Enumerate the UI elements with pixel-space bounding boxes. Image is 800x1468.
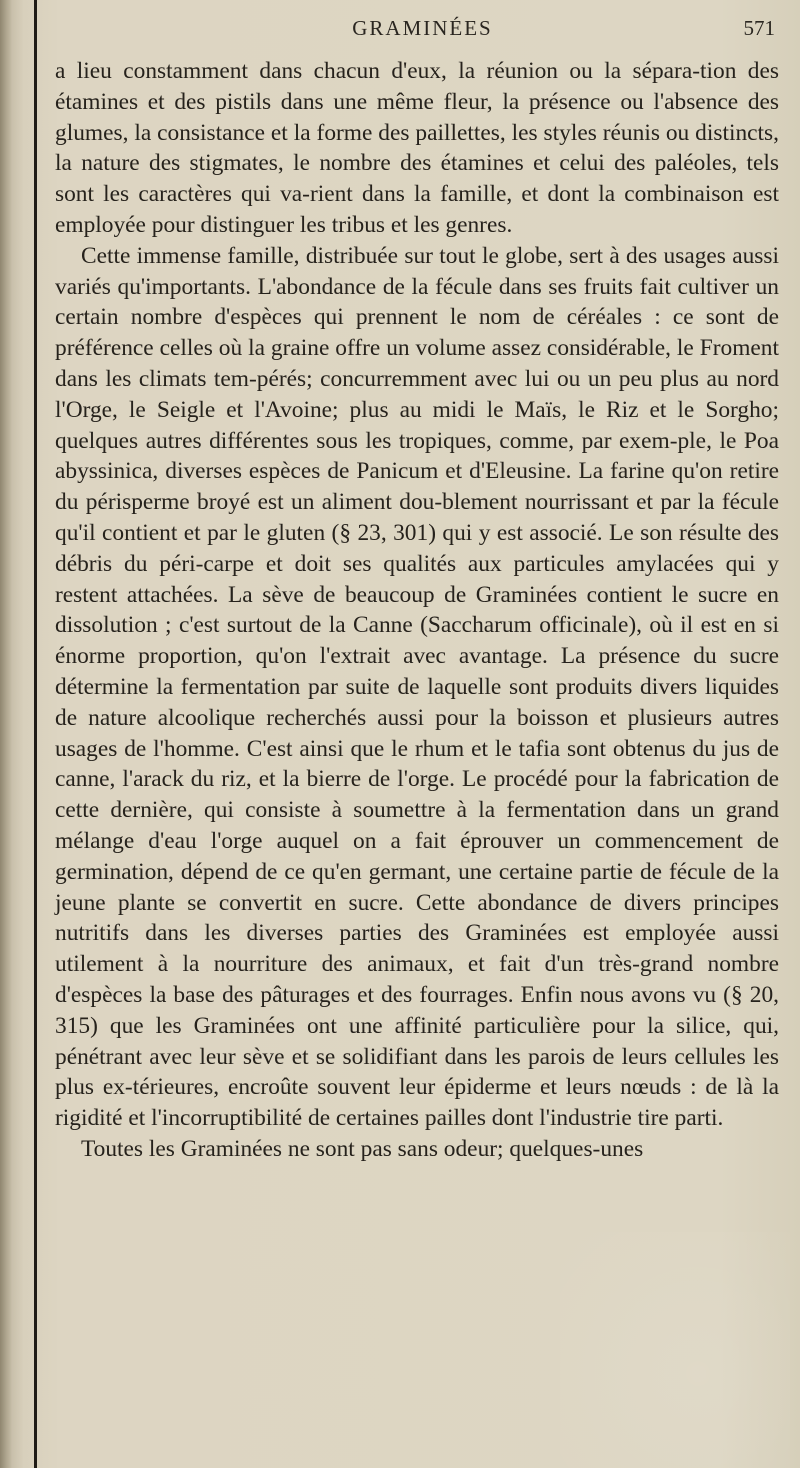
binding-edge-line — [34, 0, 37, 1468]
paragraph: Cette immense famille, distribuée sur tout le globe, sert à des usages aussi variés qu'importants. L'abondance de la fécule dans ses fruits fait cultiver un certain nombre d'espèces qui prennent le nom de céréales : ce sont de préférence celles où la graine offre un volume assez considérable, le Froment dans les climats tem-pérés; concurremment avec lui ou un peu plus au nord l'Orge, le Seigle et l'Avoine; plus au midi le Maïs, le Riz et le Sorgho; quelques autres différentes sous les tropiques, comme, par exem-ple, le Poa abyssinica, diverses espèces de Panicum et d'Eleusine. La farine qu'on retire du périsperme broyé est un aliment dou-blement nourrissant et par la fécule qu'il contient et par le gluten (§ 23, 301) qui y est associé. Le son résulte des débris du péri-carpe et doit ses qualités aux particules amylacées qui y restent attachées. La sève de beaucoup de Graminées contient le sucre en dissolution ; c'est surtout de la Canne (Saccharum officinale), où il est en si énorme proportion, qu'on l'extrait avec avantage. La présence du sucre détermine la fermentation par suite de laquelle sont produits divers liquides de nature alcoolique recherchés aussi pour la boisson et plusieurs autres usages de l'homme. C'est ainsi que le rhum et le tafia sont obtenus du jus de canne, l'arack du riz, et la bierre de l'orge. Le procédé pour la fabrication de cette dernière, qui consiste à soumettre à la fermentation dans un grand mélange d'eau l'orge auquel on a fait éprouver un commencement de germination, dépend de ce qu'en germant, une certaine partie de fécule de la jeune plante se convertit en sucre. Cette abondance de divers principes nutritifs dans les diverses parties des Graminées est employée aussi utilement à la nourriture des animaux, et fait d'un très-grand nombre d'espèces la base des pâturages et des fourrages. Enfin nous avons vu (§ 20, 315) que les Graminées ont une affinité particulière pour la silice, qui, pénétrant avec leur sève et se solidifiant dans les parois de leurs cellules les plus ex-térieures, encroûte souvent leur épiderme et leurs nœuds : de là la rigidité et l'incorruptibilité de certaines pailles dont l'industrie tire parti. — [55, 242, 779, 1132]
body-text — [55, 56, 779, 1165]
paragraph: Toutes les Graminées ne sont pas sans odeur; quelques-unes — [81, 1135, 644, 1162]
page-header — [70, 8, 775, 44]
page-gutter-shadow — [0, 0, 12, 1468]
paragraph: a lieu constamment dans chacun d'eux, la réunion ou la sépara-tion des étamines et des pistils dans une même fleur, la présence ou l'absence des glumes, la consistance et la forme des paillettes, les styles réunis ou distincts, la nature des stigmates, le nombre des étamines et celui des paléoles, tels sont les caractères qui va-rient dans la famille, et dont la combinaison est employée pour distinguer les tribus et les genres. — [55, 58, 779, 238]
running-title: GRAMINÉES — [352, 16, 493, 40]
page-number: 571 — [743, 16, 775, 40]
paper-tone-variation — [560, 1232, 790, 1468]
